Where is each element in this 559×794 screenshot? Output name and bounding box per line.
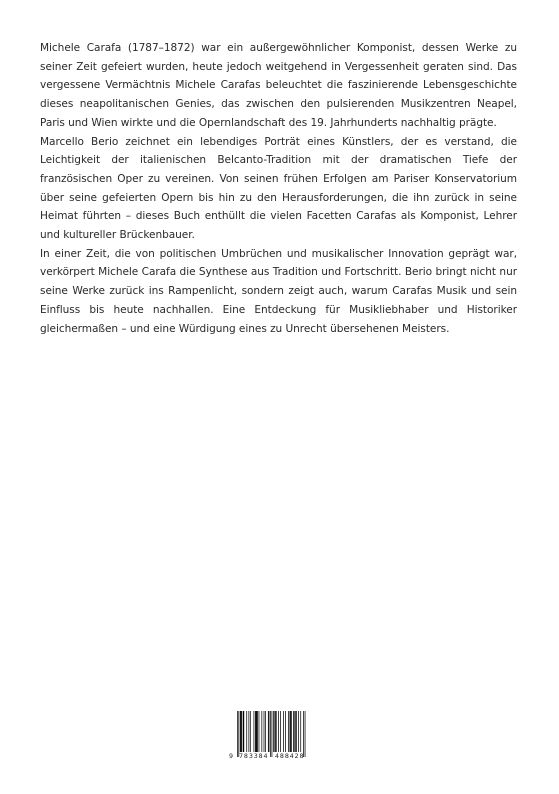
barcode-bars — [229, 711, 309, 757]
barcode-bar — [294, 711, 295, 752]
barcode-bar — [261, 711, 262, 752]
barcode-guard-bar — [238, 711, 239, 757]
barcode-left-group: 783384 — [239, 753, 269, 760]
blurb-paragraph-1: Michele Carafa (1787–1872) war ein außergewöhnlicher Komponist, dessen Werke zu seiner Zeit gefeiert wurden, heute jedoch weitgehend in Vergessenheit geraten sind. Das vergessene Vermächtnis Michele Carafas beleuchtet die faszinierende Lebensgeschichte dieses neapolitanischen Genies, das zwischen den pulsierenden Musikzentren Neapel, Paris und Wien wirkte und die Opernlandschaft des 19. Jahrhunderts nachhaltig prägte. — [40, 42, 517, 129]
barcode-bar — [254, 711, 255, 752]
blurb-text — [40, 39, 517, 338]
barcode-bar — [300, 711, 301, 752]
barcode-bar — [264, 711, 265, 752]
barcode-bar — [243, 711, 244, 752]
barcode-guard-bar — [305, 711, 306, 757]
barcode-bar — [296, 711, 297, 752]
barcode-lead-digit: 9 — [229, 753, 234, 760]
barcode-bar — [273, 711, 274, 752]
barcode-bar — [288, 711, 289, 752]
barcode-bar — [240, 711, 241, 752]
barcode-bar — [241, 711, 242, 752]
barcode-bar — [256, 711, 257, 752]
barcode-bar — [269, 711, 270, 752]
barcode-bar — [293, 711, 294, 752]
blurb-paragraph-3: In einer Zeit, die von politischen Umbrüchen und musikalischer Innovation geprägt war, verkörpert Michele Carafa die Synthese aus Tradition und Fortschritt. Berio bringt nicht nur seine Werke zurück ins Rampenlicht, sondern zeigt auch, warum Carafas Musik und sein Einfluss bis heute nachhallen. Eine Entdeckung für Musikliebhaber und Historiker gleichermaßen – und eine Würdigung eines zu Unrecht übersehenen Meisters. — [40, 247, 517, 335]
barcode-bar — [249, 711, 250, 752]
barcode-guard-bar — [237, 711, 238, 757]
barcode-bar — [268, 711, 269, 752]
barcode-guard-bar — [270, 711, 271, 757]
barcode-bar — [250, 711, 251, 752]
barcode-bar — [255, 711, 256, 752]
blurb-paragraph-2: Marcello Berio zeichnet ein lebendiges Porträt eines Künstlers, der es verstand, die Leichtigkeit der italienischen Belcanto-Tradition mit der dramatischen Tiefe der französischen Oper zu vereinen. Von seinen frühen Erfolgen am Pariser Konservatorium über seine gefeierten Opern bis hin zu den Herausforderungen, die ihn zurück in seine Heimat führten – dieses Buch enthüllt die vielen Facetten Carafas als Komponist, Lehrer und kultureller Brückenbauer. — [40, 135, 517, 242]
barcode-bar — [290, 711, 291, 752]
barcode-bar — [298, 711, 299, 752]
barcode-bar — [283, 711, 284, 752]
barcode-guard-bar — [272, 711, 273, 757]
barcode-bar — [257, 711, 258, 752]
barcode-bar — [265, 711, 266, 752]
barcode-bar — [259, 711, 260, 752]
barcode-bar — [276, 711, 277, 752]
barcode-bar — [243, 711, 244, 752]
barcode-bar — [246, 711, 247, 752]
barcode-right-group: 488428 — [275, 753, 305, 760]
barcode-bar — [285, 711, 286, 752]
barcode-bar — [278, 711, 279, 752]
barcode-bar — [241, 711, 242, 752]
isbn-barcode — [229, 711, 309, 763]
barcode-bar — [291, 711, 292, 752]
barcode-bar — [290, 711, 291, 752]
barcode-bar — [275, 711, 276, 752]
barcode-guard-bar — [303, 711, 304, 757]
barcode-bar — [280, 711, 281, 752]
barcode-bar — [256, 711, 257, 752]
barcode-bar — [295, 711, 296, 752]
barcode-bar — [274, 711, 275, 752]
